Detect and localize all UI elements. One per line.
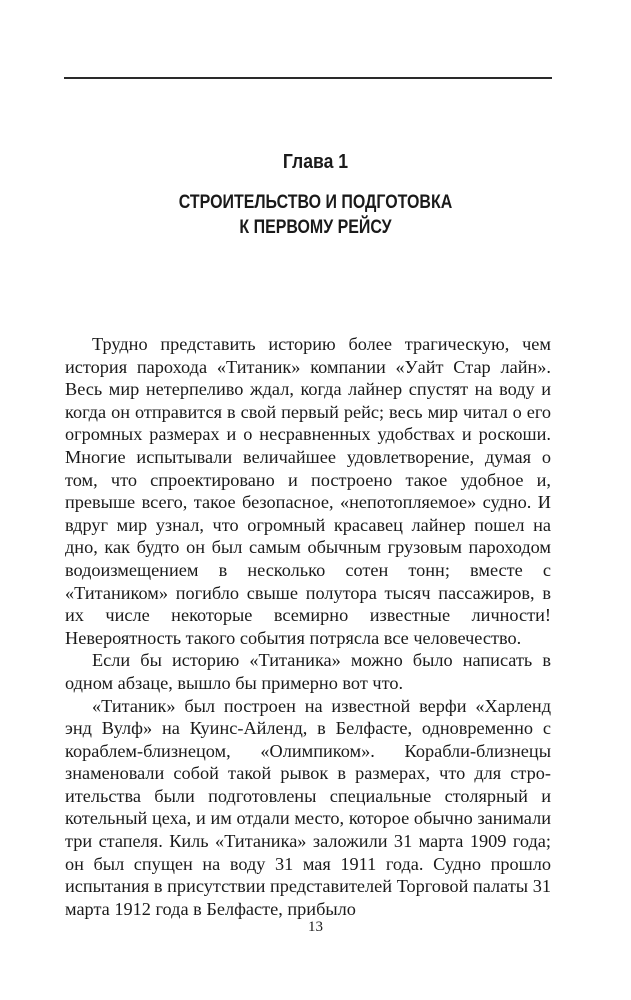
body-text xyxy=(65,333,551,920)
paragraph-2: Если бы историю «Титаника» можно было написать в одном абзаце, вышло бы примерно вот что. xyxy=(65,650,551,693)
chapter-title xyxy=(50,190,580,240)
paragraph-1: Трудно представить историю более трагическую, чем история парохода «Титаник» компании «Уайт Стар лайн». Весь мир нетерпеливо ждал, когда лайнер спустят на воду и когда он отправится в свой первый рейс; весь мир читал о его огромных размерах и о несравненных удобствах и роскоши. Многие испытывали величайшее удовлетворение, думая о том, что спроектировано и построено такое удобное и, превыше всего, такое безопасное, «непотопляемое» судно. И вдруг мир узнал, что огромный красавец лайнер пошел на дно, как будто он был самым обычным грузовым пароходом водоизмещением в несколько сотен тонн; вместе с «Титаником» погибло свыше полутора тысяч пассажиров, в их числе некоторые всемирно известные личности! Невероятность такого события потрясла все человечество. xyxy=(65,334,551,648)
page-number: 13 xyxy=(308,919,323,935)
chapter-number: Глава 1 xyxy=(282,151,349,173)
chapter-heading xyxy=(0,150,631,240)
header-rule xyxy=(64,77,552,79)
chapter-title-line-1: СТРОИТЕЛЬСТВО И ПОДГОТОВКА xyxy=(178,192,453,213)
paragraph-3: «Титаник» был построен на известной верфи «Харленд энд Вулф» на Куинс-Айленд, в Белфасте, одновременно с кораблем-близнецом, «Олимпиком». Корабли-близнецы знаменовали собой такой рывок в размерах, что для строительства были подготовлены специальные столярный и котельный цеха, и им отдали место, которое обычно занимали три стапеля. Киль «Титаника» заложили 31 марта 1909 года; он был спущен на воду 31 мая 1911 года. Судно прошло испытания в присутствии представителей Торговой палаты 31 марта 1912 года в Белфасте, прибыло xyxy=(65,695,551,919)
chapter-title-line-2: К ПЕРВОМУ РЕЙСУ xyxy=(239,217,392,238)
